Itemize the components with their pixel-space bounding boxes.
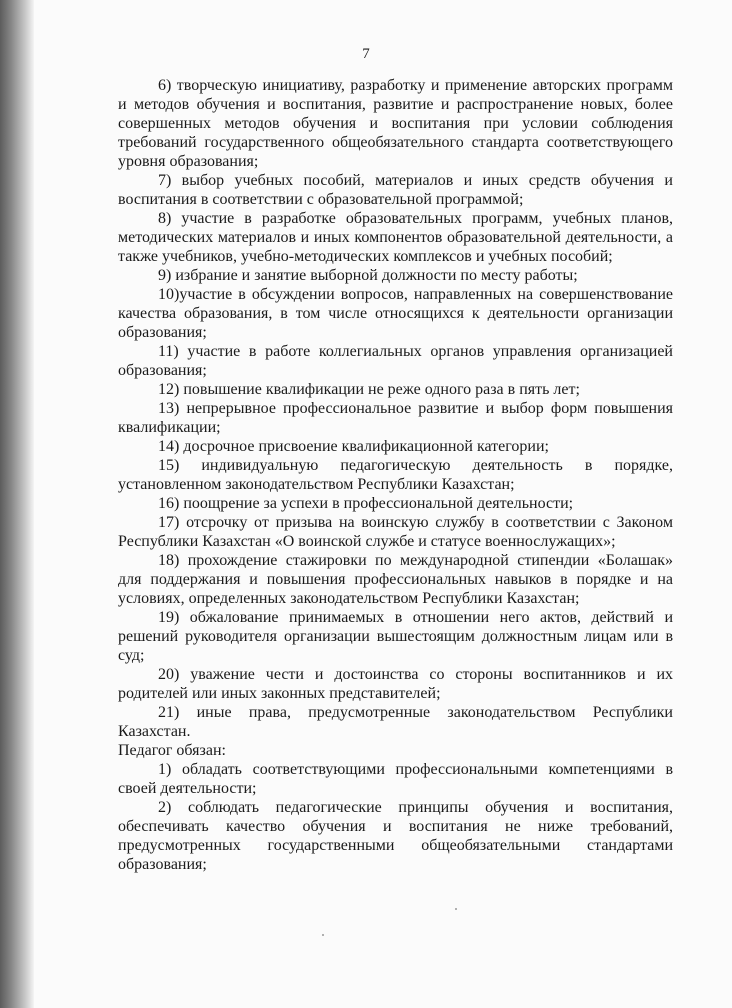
paragraph-item-14: 14) досрочное присвоение квалификационной категории; bbox=[158, 438, 549, 455]
paragraph-item-16: 16) поощрение за успехи в профессиональной деятельности; bbox=[158, 495, 574, 512]
duties-heading: Педагог обязан: bbox=[118, 742, 226, 759]
paragraph-item-18: 18) прохождение стажировки по международной стипендии «Болашак» для поддержания и повышения профессиональных навыков в порядке и на условиях, определенных законодательством Республики Казахстан; bbox=[118, 552, 673, 607]
paragraph-item-8: 8) участие в разработке образовательных программ, учебных планов, методических материалов и иных компонентов образовательной деятельности, а также учебников, учебно-методических комплексов и учебных пособий; bbox=[118, 210, 673, 265]
paragraph-item-12: 12) повышение квалификации не реже одного раза в пять лет; bbox=[158, 381, 580, 398]
paragraph-item-19: 19) обжалование принимаемых в отношении него актов, действий и решений руководителя организации вышестоящим должностным лицам или в суд; bbox=[118, 609, 673, 664]
paragraph-item-15: 15) индивидуальную педагогическую деятельность в порядке, установленном законодательством Республики Казахстан; bbox=[118, 457, 673, 493]
paragraph-duty-2: 2) соблюдать педагогические принципы обучения и воспитания, обеспечивать качество обучения и воспитания не ниже требований, предусмотренных государственными общеобязательными стандартами образования; bbox=[118, 799, 673, 873]
paragraph-duty-1: 1) обладать соответствующими профессиональными компетенциями в своей деятельности; bbox=[118, 761, 673, 797]
page-number: 7 bbox=[362, 46, 370, 62]
paragraph-item-20: 20) уважение чести и достоинства со стороны воспитанников и их родителей или иных законных представителей; bbox=[118, 666, 673, 702]
document-body bbox=[118, 76, 673, 874]
paragraph-item-6: 6) творческую инициативу, разработку и применение авторских программ и методов обучения и воспитания, развитие и распространение новых, более совершенных методов обучения и воспитания при условии соблюдения требований государственного общеобязательного стандарта соответствующего уровня образования; bbox=[118, 77, 673, 170]
paragraph-item-11: 11) участие в работе коллегиальных органов управления организацией образования; bbox=[118, 343, 673, 379]
paragraph-item-7: 7) выбор учебных пособий, материалов и иных средств обучения и воспитания в соответствии с образовательной программой; bbox=[118, 172, 673, 208]
scan-speck bbox=[455, 908, 457, 910]
paragraph-item-21: 21) иные права, предусмотренные законодательством Республики Казахстан. bbox=[118, 704, 673, 740]
paragraph-item-13: 13) непрерывное профессиональное развитие и выбор форм повышения квалификации; bbox=[118, 400, 673, 436]
scan-binding-shadow bbox=[0, 0, 34, 1008]
paragraph-item-10: 10)участие в обсуждении вопросов, направленных на совершенствование качества образования, в том числе относящихся к деятельности организации образования; bbox=[118, 286, 673, 341]
paragraph-item-9: 9) избрание и занятие выборной должности по месту работы; bbox=[158, 267, 578, 284]
paragraph-item-17: 17) отсрочку от призыва на воинскую службу в соответствии с Законом Республики Казахстан «О воинской службе и статусе военнослужащих»; bbox=[118, 514, 673, 550]
scan-speck bbox=[322, 934, 324, 936]
